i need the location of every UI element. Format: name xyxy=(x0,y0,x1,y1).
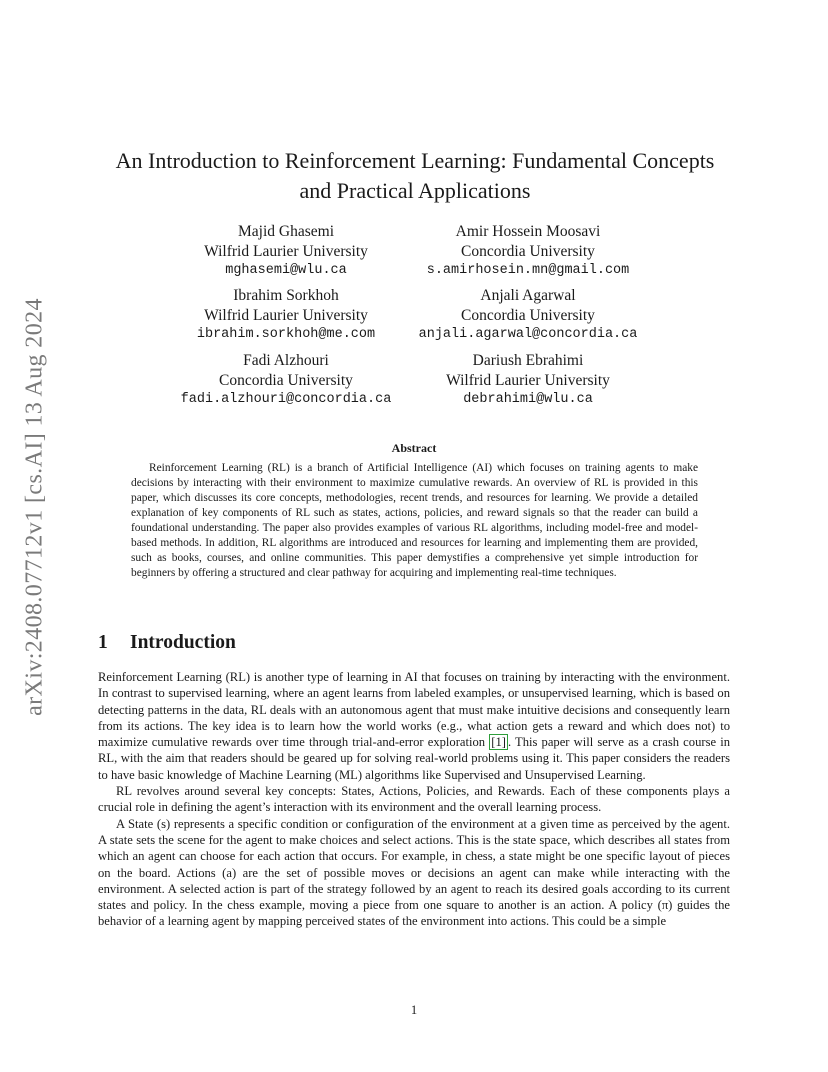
section-number: 1 xyxy=(98,632,108,653)
citation-link[interactable]: [1] xyxy=(491,735,506,750)
author-block xyxy=(378,286,678,345)
author-name: Fadi Alzhouri xyxy=(243,352,329,369)
abstract-text: Reinforcement Learning (RL) is a branch of Artificial Intelligence (AI) which focuses on training agents to make decisions by interacting with their environment to maximize cumulative rewards. An overview of RL is provided in this paper, which discusses its core concepts, methodologies, recent trends, and resources for learning. We provide a detailed explanation of key components of RL such as states, actions, policies, and reward signals so that the reader can build a foundational understanding. The paper also provides examples of various RL algorithms, including model-free and model-based methods. In addition, RL algorithms are introduced and resources for learning and implementing them are provided, such as books, courses, and online communities. This paper demystifies a comprehensive yet simple introduction for beginners by offering a structured and clear pathway for acquiring and implementing real-time techniques. xyxy=(131,462,698,579)
paragraph-text: . This paper will serve as a crash course in RL, with the aim that readers should be geared up for solving real-world problems using it. This paper considers the readers to have basic knowledge of Machine Learning (ML) algorithms like Supervised and Unsupervised Learning. xyxy=(98,735,730,782)
author-name: Anjali Agarwal xyxy=(480,287,576,304)
author-email: debrahimi@wlu.ca xyxy=(463,392,593,407)
paragraph: A State (s) represents a specific condition or configuration of the environment at a given time as perceived by the agent. A state sets the scene for the agent to make choices and select actions. This is the state space, which describes all states from which an agent can choose for each action that occurs. For example, in chess, a state might be one specific layout of pieces on the board. Actions (a) are the set of possible moves or decisions an agent can make while interacting with the environment. A selected action is part of the strategy followed by an agent to reach its desired goals according to its current states and policy. In the chess example, moving a piece from one square to another is an action. A policy (π) guides the behavior of a learning agent by mapping perceived states of the environment into actions. This could be a simple xyxy=(98,816,730,929)
author-block xyxy=(378,351,678,410)
page-number: 1 xyxy=(410,1003,418,1017)
author-email: mghasemi@wlu.ca xyxy=(225,263,347,278)
author-affiliation: Concordia University xyxy=(461,306,595,324)
section-title: Introduction xyxy=(130,632,236,653)
author-email: fadi.alzhouri@concordia.ca xyxy=(180,392,392,407)
paragraph xyxy=(98,669,730,783)
author-name: Ibrahim Sorkhoh xyxy=(233,287,339,304)
section-heading xyxy=(98,632,236,654)
author-name: Amir Hossein Moosavi xyxy=(455,223,601,240)
author-affiliation: Wilfrid Laurier University xyxy=(204,242,368,260)
author-name: Majid Ghasemi xyxy=(238,223,334,240)
arxiv-identifier-text: arXiv:2408.07712v1 [cs.AI] 13 Aug 2024 xyxy=(21,298,48,716)
paragraph: RL revolves around several key concepts: States, Actions, Policies, and Rewards. Each of these components plays a crucial role in defining the agent’s interaction with its environment and the overall learning process. xyxy=(98,784,730,815)
author-email: anjali.agarwal@concordia.ca xyxy=(418,327,638,342)
abstract-heading: Abstract xyxy=(391,441,437,455)
author-affiliation: Wilfrid Laurier University xyxy=(204,306,368,324)
paper-title: An Introduction to Reinforcement Learning: Fundamental Concepts and Practical Applications xyxy=(115,148,715,203)
author-affiliation: Wilfrid Laurier University xyxy=(446,371,610,389)
author-email: s.amirhosein.mn@gmail.com xyxy=(426,263,630,278)
author-email: ibrahim.sorkhoh@me.com xyxy=(196,327,376,342)
author-block xyxy=(378,222,678,281)
author-name: Dariush Ebrahimi xyxy=(472,352,584,369)
author-affiliation: Concordia University xyxy=(461,242,595,260)
author-affiliation: Concordia University xyxy=(219,371,353,389)
paragraph-text: Reinforcement Learning (RL) is another type of learning in AI that focuses on training by interacting with the environment. In contrast to supervised learning, where an agent learns from labeled examples, or unsupervised learning, which is based on detecting patterns in the data, RL deals with an autonomous agent that must make intuitive decisions and consequently learn from its actions. The key idea is to learn how the world works (e.g., what action gets a reward and which does not) to maximize cumulative rewards over time through trial-and-error exploration xyxy=(98,670,730,750)
body-text xyxy=(98,669,730,930)
